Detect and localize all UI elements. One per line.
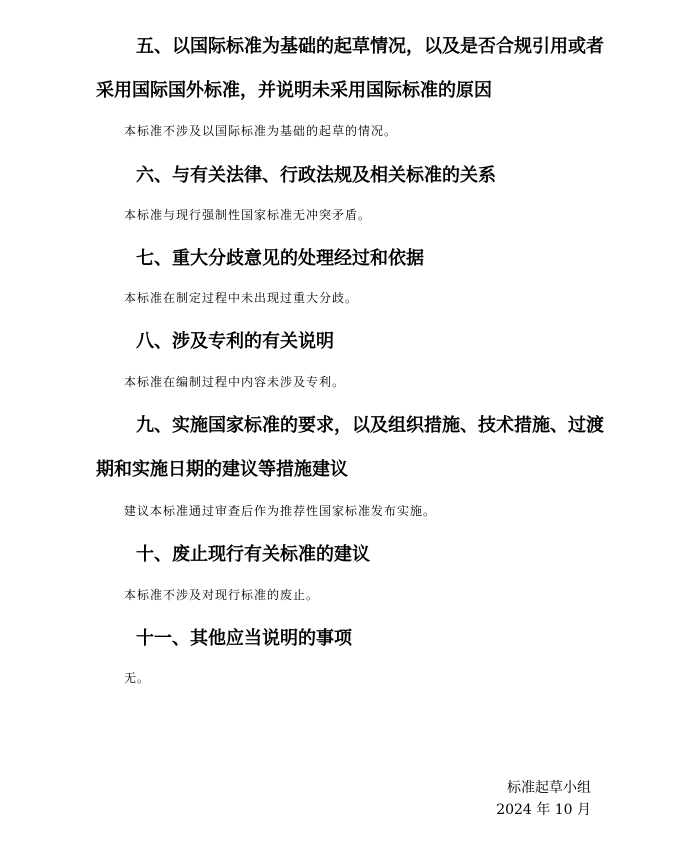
drafting-group-name: 标准起草小组 [507, 780, 591, 796]
section-7-text: 本标准在制定过程中未出现过重大分歧。 [124, 291, 359, 305]
section-5-heading: 五、以国际标准为基础的起草情况，以及是否合规引用或者采用国际国外标准，并说明未采用国际标准的原因 [96, 36, 604, 101]
section-5-text: 本标准不涉及以国际标准为基础的起草的情况。 [124, 124, 398, 138]
section-11-text: 无。 [124, 671, 151, 685]
section-7-heading: 七、重大分歧意见的处理经过和依据 [136, 248, 424, 269]
section-8-heading: 八、涉及专利的有关说明 [136, 331, 334, 352]
section-10-heading: 十、废止现行有关标准的建议 [136, 544, 370, 565]
section-6-heading: 六、与有关法律、行政法规及相关标准的关系 [136, 165, 496, 186]
signature-date: 2024 年 10 月 [496, 802, 591, 818]
section-11-heading: 十一、其他应当说明的事项 [136, 628, 352, 649]
section-9-heading: 九、实施国家标准的要求，以及组织措施、技术措施、过渡期和实施日期的建议等措施建议 [96, 415, 604, 480]
section-10-text: 本标准不涉及对现行标准的废止。 [124, 588, 320, 602]
section-9-text: 建议本标准通过审查后作为推荐性国家标准发布实施。 [124, 504, 437, 518]
section-6-text: 本标准与现行强制性国家标准无冲突矛盾。 [124, 208, 372, 222]
section-8-text: 本标准在编制过程中内容未涉及专利。 [124, 375, 346, 389]
